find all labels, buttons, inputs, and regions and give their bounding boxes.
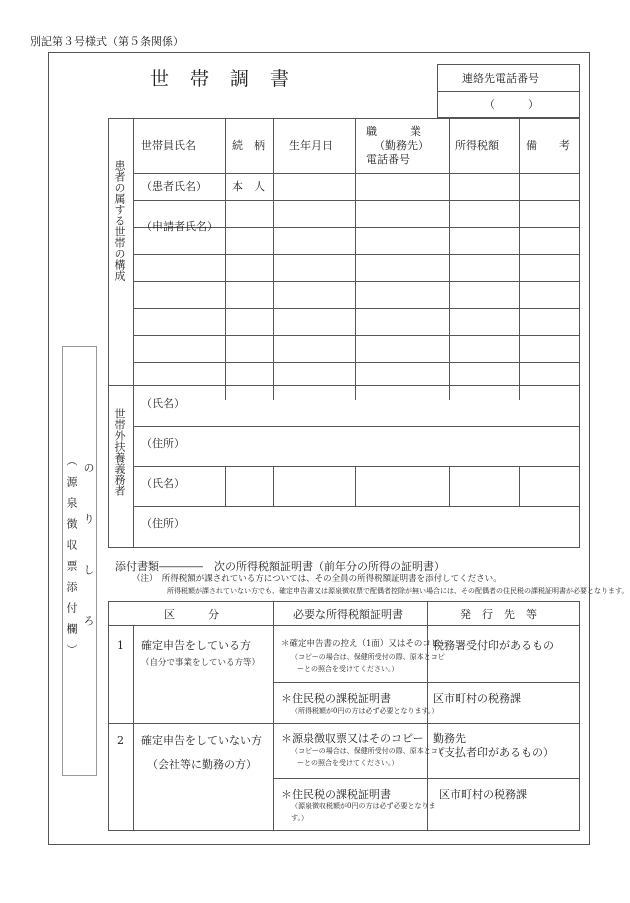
cert-row-1-issuer2: 区市町村の税務課 [433, 692, 521, 705]
cert-row-1-req2-note: （所得税額が0円の方は必ず必要となります。） [291, 707, 439, 715]
cert-row-1-req2: ＊住民税の課税証明書 [281, 692, 391, 705]
table-row-relation: 本 人 [232, 180, 265, 193]
section-label-household: 患者の属する世帯の構成 [113, 160, 126, 281]
cert-header-issuer: 発 行 先 等 [460, 608, 537, 621]
header-remarks: 備 考 [526, 139, 570, 152]
cert-row-2-issuer1b: （支払者印があるもの） [433, 746, 554, 759]
attachments-note-2: 所得税額が課されていない方でも、確定申告書又は源泉徴収票で配偶者控除が無い場合には、その配偶者の住民税の課税証明書が必要となります。 [167, 587, 629, 595]
cert-row-2-req1-note1: （コピーの場合は、保健所受付の際、原本とコピ [291, 747, 445, 755]
cert-row-2-issuer2: 区市町村の税務課 [439, 788, 527, 801]
glue-margin-label: のりしろ [82, 462, 95, 666]
header-job: 職 業 [366, 125, 421, 138]
attachments-heading: 添付書類―――― 次の所得税額証明書（前年分の所得の証明書） [115, 560, 445, 573]
header-phone: 電話番号 [366, 153, 410, 166]
table-row: （患者氏名） [141, 180, 207, 193]
contact-value: （ ） [484, 98, 539, 111]
support-row: （住所） [141, 517, 185, 530]
cert-row-1-req1: ＊確定申告書の控え（1面）又はそのコピー [281, 639, 448, 649]
cert-row-1-issuer1: 税務署受付印があるもの [433, 639, 554, 652]
page-title: 世 帯 調 書 [150, 68, 291, 90]
cert-row-1-sub: （自分で事業をしている方等） [141, 658, 261, 668]
cert-row-2-req2-note2: す。） [291, 814, 308, 822]
cert-row-2-req2: ＊住民税の課税証明書 [281, 788, 391, 801]
cert-row-1-number: 1 [117, 639, 124, 652]
header-birth: 生年月日 [289, 139, 333, 152]
form-reference: 別記第３号様式（第５条関係） [30, 35, 184, 48]
support-row: （氏名） [141, 397, 185, 410]
cert-row-2-req1: ＊源泉徴収票又はそのコピー [281, 732, 424, 745]
cert-row-2-issuer1a: 勤務先 [433, 732, 466, 745]
cert-row-1-label: 確定申告をしている方 [141, 639, 251, 652]
cert-row-1-req1-note1: （コピーの場合は、保健所受付の際、原本とコピ [291, 653, 445, 661]
cert-row-2-req2-note1: （源泉徴収税額が0円の方は必ず必要となりま [291, 802, 436, 810]
margin-box-label: （源泉徴収票添付欄） [65, 455, 78, 665]
contact-label: 連絡先電話番号 [462, 72, 539, 85]
header-workplace: （勤務先） [374, 139, 429, 152]
header-tax: 所得税額 [455, 139, 499, 152]
section-label-support: 世帯外扶養義務者 [113, 408, 126, 496]
header-name: 世帯員氏名 [141, 139, 196, 152]
header-relation: 続 柄 [232, 139, 265, 152]
cert-header-required: 必要な所得税額証明書 [293, 608, 403, 621]
attachments-note-1: （注） 所得税額が課されている方については、その全員の所得税額証明書を添付してください。 [132, 574, 502, 584]
cert-row-2-sub: （会社等に勤務の方） [147, 758, 257, 771]
table-row: （申請者氏名） [141, 220, 218, 233]
support-row: （氏名） [141, 477, 185, 490]
cert-row-2-req1-note2: ーとの照合を受けてください。） [297, 759, 399, 767]
support-row: （住所） [141, 437, 185, 450]
cert-row-1-req1-note2: ーとの照合を受けてください。） [297, 665, 399, 673]
cert-row-2-number: 2 [117, 734, 124, 747]
cert-row-2-label: 確定申告をしていない方 [141, 734, 262, 747]
cert-header-category: 区 分 [164, 608, 219, 621]
